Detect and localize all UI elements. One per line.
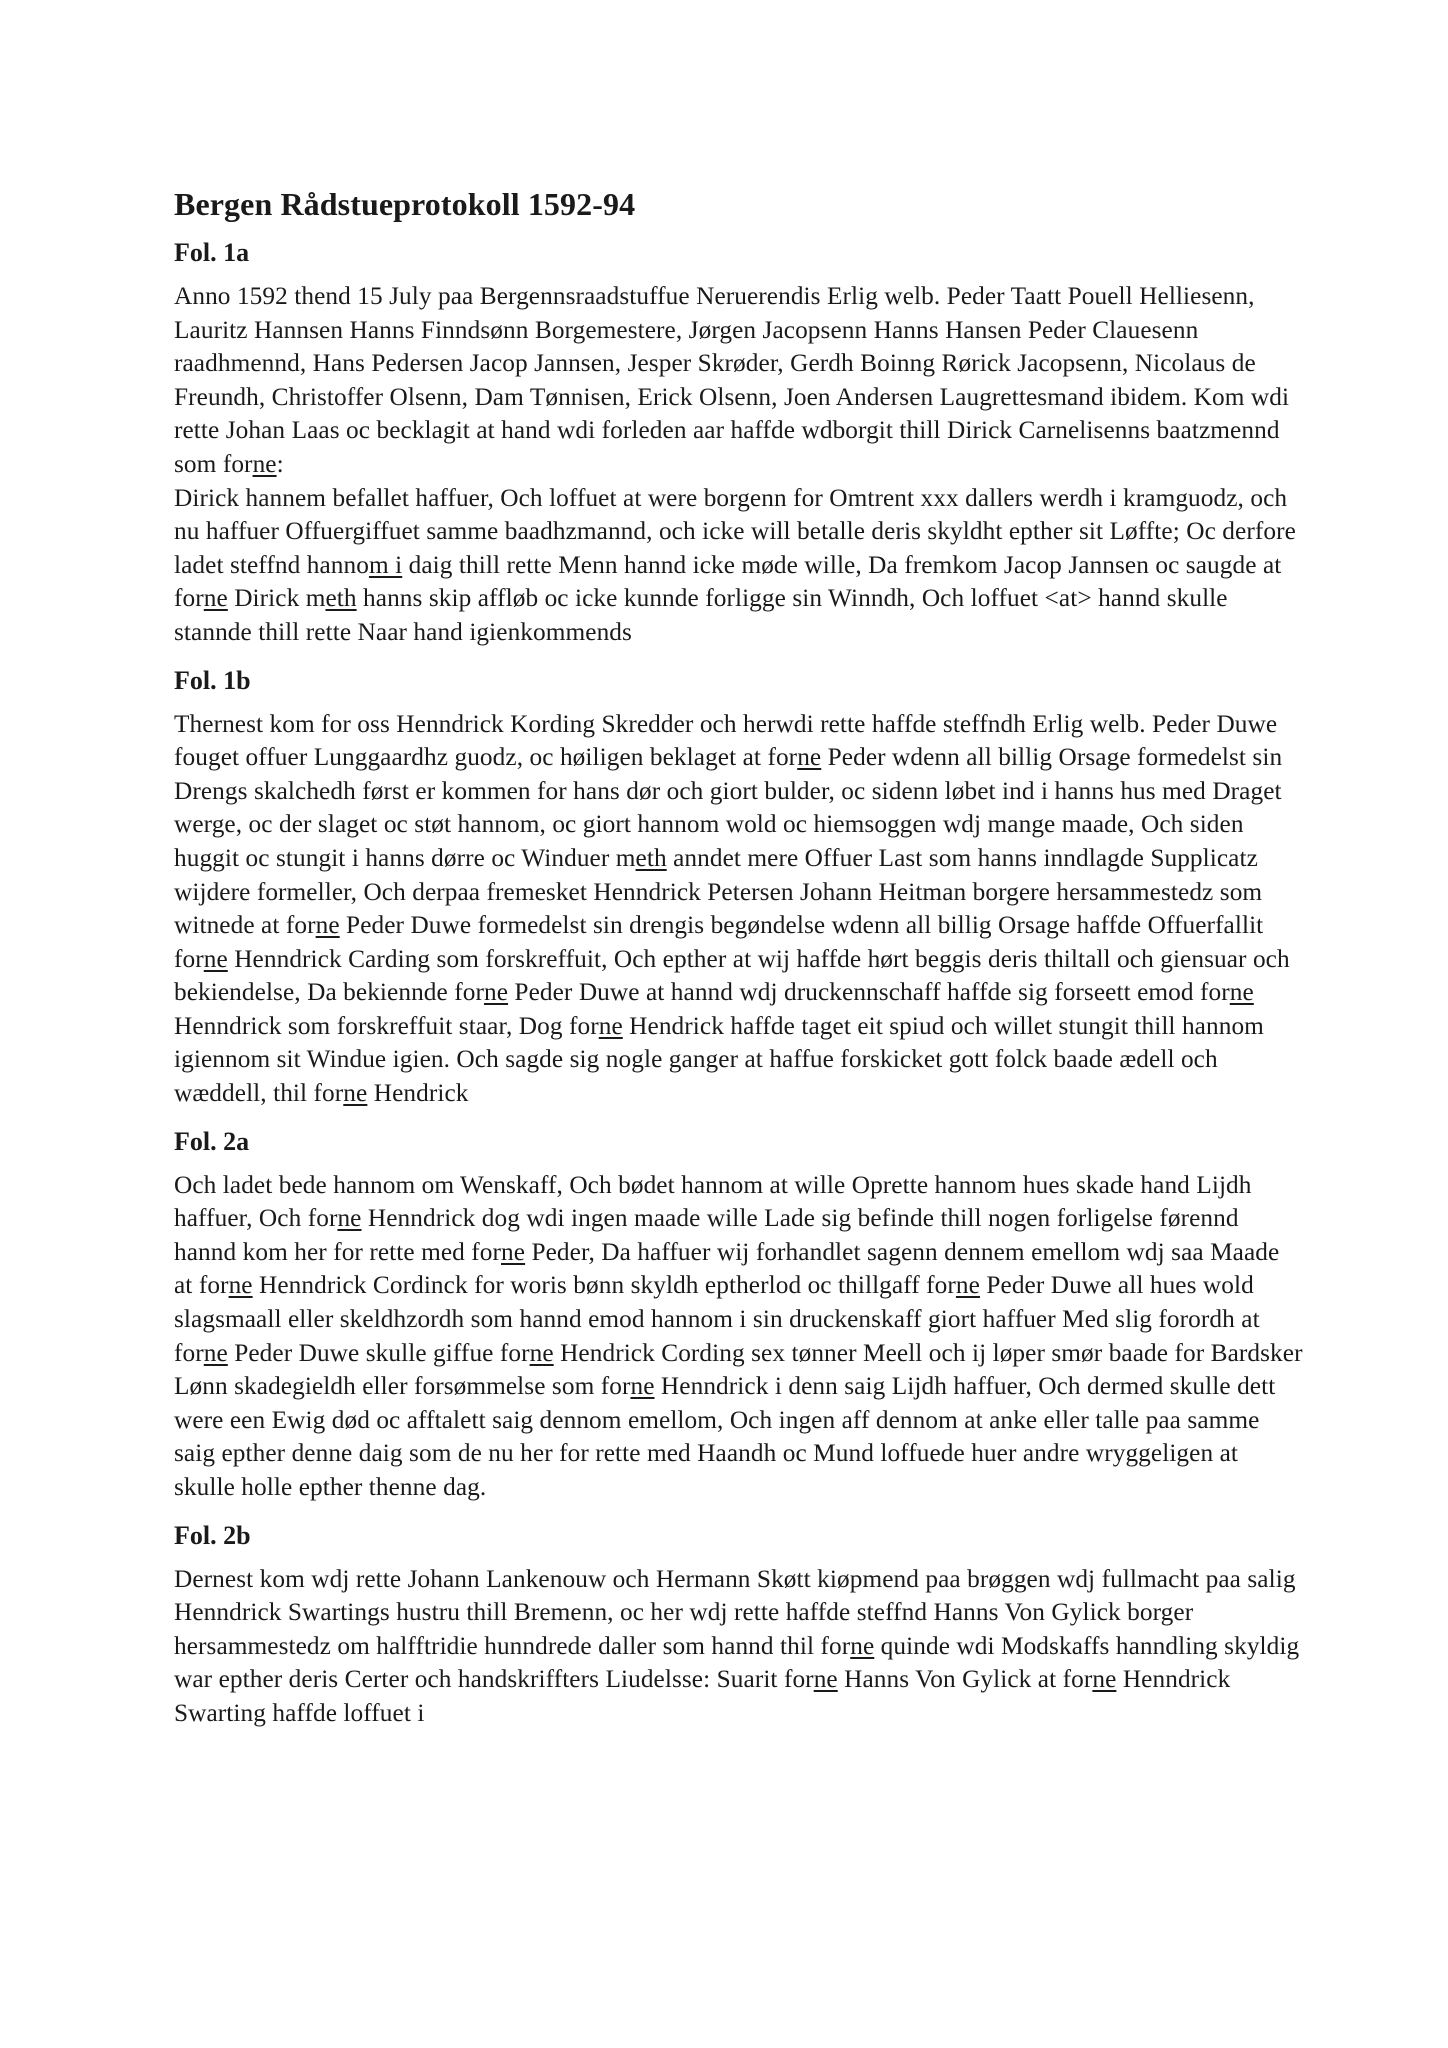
abbreviation-mark: ne — [955, 1271, 980, 1300]
abbreviation-mark: ne — [813, 1665, 838, 1694]
abbreviation-mark: ne — [315, 911, 340, 940]
abbreviation-mark: ne — [483, 978, 509, 1007]
abbreviation-mark: ne — [1229, 978, 1254, 1007]
abbreviation-mark: ne — [630, 1372, 655, 1401]
section-fol-2a — [174, 1125, 1304, 1505]
abbreviation-mark: ne — [203, 584, 228, 613]
section-fol-1b — [174, 664, 1304, 1111]
abbreviation-mark: ne — [501, 1237, 526, 1266]
abbreviation-mark: eth — [325, 584, 357, 613]
section-fol-2b — [174, 1519, 1304, 1731]
section-paragraph: Dernest kom wdj rette Johann Lankenouw och Hermann Skøtt kiøpmend paa brøggen wdj fullmacht paa salig Henndrick Swartings hustru thill Bremenn, oc her wdj rette haffde steffnd Hanns Von Gylick borger hersammestedz om halfftridie hunndrede daller som hannd thil forne quinde wdi Modskaffs hanndling skyldig war epther deris Certer och handskriffters Liudelsse: Suarit forne Hanns Von Gylick at forne Henndrick Swarting haffde loffuet i — [174, 1564, 1300, 1727]
folio-heading: Fol. 2a — [174, 1126, 250, 1156]
abbreviation-mark: ne — [228, 1271, 253, 1300]
abbreviation-mark: ne — [203, 944, 228, 973]
section-paragraph: Och ladet bede hannom om Wenskaff, Och bødet hannom at wille Oprette hannom hues skade hand Lijdh haffuer, Och forne Henndrick dog wdi ingen maade wille Lade sig befinde thill nogen forligelse førennd hannd kom her for rette med forne Peder, Da haffuer wij forhandlet sagenn dennem emellom wdj saa Maade at forne Henndrick Cordinck for woris bønn skyldh eptherlod oc thillgaff forne Peder Duwe all hues wold slagsmaall eller skeldhzordh som hannd emod hannom i sin druckenskaff giort haffuer Med slig forordh at forne Peder Duwe skulle giffue forne Hendrick Cording sex tønner Meell och ij løper smør baade for Bardsker Lønn skadegieldh eller forsømmelse som forne Henndrick i denn saig Lijdh haffuer, Och dermed skulle dett were een Ewig død oc afftalett saig dennom emellom, Och ingen aff dennom at anke eller talle paa samme saig epther denne daig som de nu her for rette med Haandh oc Mund loffuede huer andre wryggeligen at skulle holle epther thenne dag. — [174, 1170, 1303, 1501]
abbreviation-mark: ne — [598, 1011, 623, 1040]
folio-heading: Fol. 1b — [174, 665, 251, 695]
abbreviation-mark: ne — [337, 1204, 362, 1233]
abbreviation-mark: ne — [529, 1338, 554, 1367]
abbreviation-mark: ne — [203, 1338, 228, 1367]
document-title: Bergen Rådstueprotokoll 1592-94 — [174, 186, 636, 222]
abbreviation-mark: ne — [252, 449, 277, 478]
abbreviation-mark: ne — [343, 1079, 368, 1108]
section-fol-1a — [174, 236, 1304, 650]
abbreviation-mark: ne — [1092, 1665, 1117, 1694]
document-page — [174, 184, 1304, 1745]
section-paragraph: Thernest kom for oss Henndrick Kording Skredder och herwdi rette haffde steffndh Erlig welb. Peder Duwe fouget offuer Lunggaardhz guodz, oc høiligen beklaget at forne Peder wdenn all billig Orsage formedelst sin Drengs skalchedh først er kommen for hans dør och giort bulder, oc sidenn løbet ind i hanns hus med Draget werge, oc der slaget oc støt hannom, oc giort hannom wold oc hiemsoggen wdj mange maade, Och siden huggit oc stungit i hanns dørre oc Winduer meth anndet mere Offuer Last som hanns inndlagde Supplicatz wijdere formeller, Och derpaa fremesket Henndrick Petersen Johann Heitman borgere hersammestedz som witnede at forne Peder Duwe formedelst sin drengis begøndelse wdenn all billig Orsage haffde Offuerfallit forne Henndrick Carding som forskreffuit, Och epther at wij haffde hørt beggis deris thiltall och giensuar och bekiendelse, Da bekiennde forne Peder Duwe at hannd wdj druckennschaff haffde sig forseett emod forne Henndrick som forskreffuit staar, Dog forne Hendrick haffde taget eit spiud och willet stungit thill hannom igiennom sit Windue igien. Och sagde sig nogle ganger at haffue forskicket gott folck baade ædell och wæddell, thil forne Hendrick — [174, 709, 1290, 1108]
abbreviation-mark: ne — [797, 743, 822, 772]
abbreviation-mark: m i — [368, 550, 403, 579]
folio-heading: Fol. 2b — [174, 1520, 251, 1550]
folio-heading: Fol. 1a — [174, 238, 250, 267]
abbreviation-mark: ne — [850, 1631, 875, 1660]
abbreviation-mark: eth — [635, 843, 667, 872]
section-paragraph: Anno 1592 thend 15 July paa Bergennsraadstuffue Neruerendis Erlig welb. Peder Taatt Pouell Helliesenn, Lauritz Hannsen Hanns Finndsønn Borgemestere, Jørgen Jacopsenn Hanns Hansen Peder Clauesenn raadhmennd, Hans Pedersen Jacop Jannsen, Jesper Skrøder, Gerdh Boinng Rørick Jacopsenn, Nicolaus de Freundh, Christoffer Olsenn, Dam Tønnisen, Erick Olsenn, Joen Andersen Laugrettesmand ibidem. Kom wdi rette Johan Laas oc becklagit at hand wdi forleden aar haffde wdborgit thill Dirick Carnelisenns baatzmennd som forne: Dirick hannem befallet haffuer, Och loffuet at were borgenn for Omtrent xxx dallers werdh i kramguodz, och nu haffuer Offuergiffuet samme baadhzmannd, och icke will betalle deris skyldht epther sit Løffte; Oc derfore ladet steffnd hannom i daig thill rette Menn hannd icke møde wille, Da fremkom Jacop Jannsen oc saugde at forne Dirick meth hanns skip affløb oc icke kunnde forligge sin Winndh, Och loffuet <at> hannd skulle stannde thill rette Naar hand igienkommends — [174, 282, 1296, 646]
